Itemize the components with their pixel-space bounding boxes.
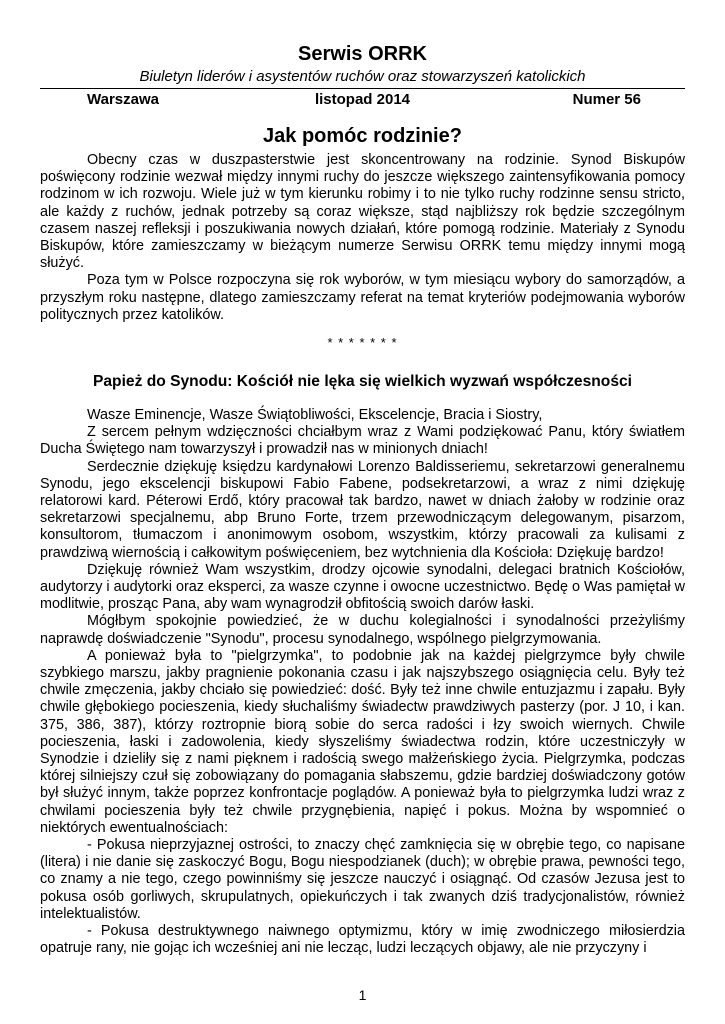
article-paragraph: Poza tym w Polsce rozpoczyna się rok wyborów, w tym miesiącu wybory do samorządów, a przyszłym roku następne, dlatego zamieszczamy referat na temat kryteriów podejmowania wyborów politycznych przez katolików. (40, 272, 685, 323)
speech-paragraph: - Pokusa nieprzyjaznej ostrości, to znaczy chęć zamknięcia się w obrębie tego, co napisane (litera) i nie danie się zaskoczyć Bogu, Bogu niespodzianek (duch); w obrębie prawa, pewności tego, co znamy a nie tego, czego powinniśmy się jeszcze nauczyć i osiągnąć. Od czasów Jezusa jest to pokusa osób gorliwych, skrupulatnych, opiekuńczych i tak zwanych dziś tradycjonalistów, również intelektualistów. (40, 837, 685, 922)
speech-paragraph: Mógłbym spokojnie powiedzieć, że w duchu kolegialności i synodalności przeżyliśmy naprawdę doświadczenie "Synodu", procesu synodalnego, wspólnego pielgrzymowania. (40, 613, 685, 647)
speech-paragraph: Serdecznie dziękuję księdzu kardynałowi Lorenzo Baldisseriemu, sekretarzowi generalnemu Synodu, jego ekscelencji biskupowi Fabio Fabene, podsekretarzowi, a wraz z nimi dziękuję relatorowi kard. Péterowi Erdő, który pracował tak bardzo, nawet w dniach żałoby w rodzinie oraz sekretarzowi specjalnemu, abp Bruno Forte, trzem przewodniczącym delegowanym, pisarzom, konsultorom, tłumaczom i anonimowym osobom, wszystkim, którzy pracowali za kulisami z prawdziwą wiernością i całkowitym poświęceniem, bez wytchnienia dla Kościoła: Dziękuję bardzo! (40, 458, 685, 561)
speech-paragraph: Z sercem pełnym wdzięczności chciałbym wraz z Wami podziękować Panu, który światłem Ducha Świętego nam towarzyszył i prowadził nas w minionych dniach! (40, 424, 685, 458)
speech-paragraph: - Pokusa destruktywnego naiwnego optymizmu, który w imię zwodniczego miłosierdzia opatruje rany, nie gojąc ich wcześniej ani nie lecząc, ludzi leczących objawy, ale nie przyczyny i (40, 923, 685, 957)
article-paragraph: Obecny czas w duszpasterstwie jest skoncentrowany na rodzinie. Synod Biskupów poświęcony rodzinie wezwał między innymi ruchy do jeszcze większego zaintensyfikowania pomocy rodzinom w ich rozwoju. Wiele już w tym kierunku robimy i to nie tylko ruchy rodzinne sensu stricto, ale każdy z ruchów, jednak potrzeby są coraz większe, stąd najbliższy rok będzie szczególnym czasem naszej refleksji i poszukiwania nowych działań, które pomogą rodzinie. Materiały z Synodu Biskupów, które zamieszczamy w bieżącym numerze Serwisu ORRK temu między innymi mogą służyć. (40, 152, 685, 272)
newsletter-title: Serwis ORRK (298, 43, 427, 65)
speech-title: Papież do Synodu: Kościół nie lęka się wielkich wyzwań współczesności (92, 373, 632, 390)
speech-paragraph: A ponieważ była to "pielgrzymka", to podobnie jak na każdej pielgrzymce były chwile szybkiego marszu, jakby pragnienie pokonania czasu i jak najszybszego osiągnięcia celu. Były też chwile zmęczenia, jakby chciało się powiedzieć: dość. Były też inne chwile entuzjazmu i zapału. Były chwile głębokiego pocieszenia, kiedy słuchaliśmy świadectw prawdziwych pasterzy (por. J 10, i kan. 375, 386, 387), którzy roztropnie biorą sobie do serca radości i łzy swoich wiernych. Chwile pocieszenia, łaski i zadowolenia, kiedy słyszeliśmy świadectwa rodzin, które uczestniczyły w Synodzie i dzieliły się z nami pięknem i radością swego małżeńskiego życia. Pielgrzymka, podczas której silniejszy czuł się zobowiązany do pomagania słabszemu, gdzie bardziej doświadczony gotów był służyć innym, także poprzez konfrontacje poglądów. A ponieważ była to pielgrzymka ludzi wraz z chwilami pocieszenia były też chwile przygnębienia, napięć i pokus. Można by wspomnieć o niektórych ewentualnościach: (40, 647, 685, 836)
article-body (40, 152, 685, 324)
issue-date: listopad 2014 (314, 91, 411, 108)
article-title: Jak pomóc rodzinie? (263, 125, 462, 147)
newsletter-subtitle: Biuletyn liderów i asystentów ruchów oraz stowarzyszeń katolickich (139, 68, 586, 85)
section-separator: * * * * * * * (327, 335, 398, 350)
speech-body (40, 407, 685, 958)
page-number: 1 (358, 987, 367, 1003)
issue-city: Warszawa (87, 91, 159, 108)
speech-paragraph: Dziękuję również Wam wszystkim, drodzy ojcowie synodalni, delegaci bratnich Kościołów, audytorzy i audytorki oraz eksperci, za wasze czynne i owocne uczestnictwo. Będę o Was pamiętał w modlitwie, prosząc Pana, aby wam wynagrodził obfitością swoich darów łaski. (40, 561, 685, 613)
issue-number: Numer 56 (572, 91, 641, 108)
header-rule (40, 88, 685, 89)
speech-paragraph: Wasze Eminencje, Wasze Świątobliwości, Ekscelencje, Bracia i Siostry, (87, 407, 543, 423)
